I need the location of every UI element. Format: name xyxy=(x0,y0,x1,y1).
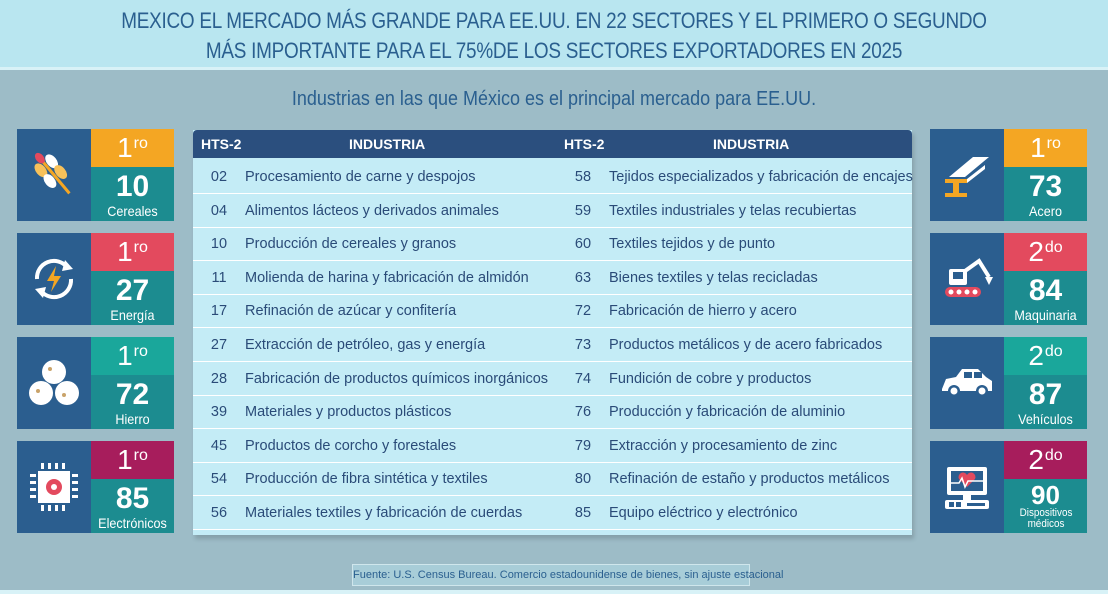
industry-name: Fabricación de productos químicos inorgánicos xyxy=(245,370,549,387)
sector-label: Electrónicos xyxy=(98,515,167,531)
rank-badge: $1^{ro}$ xyxy=(91,441,174,479)
industry-name: Fabricación de hierro y acero xyxy=(609,303,797,320)
table-row xyxy=(193,228,912,261)
table-row xyxy=(193,195,912,228)
title-line-1: MEXICO EL MERCADO MÁS GRANDE PARA EE.UU. EN 22 SECTORES Y EL PRIMERO O SEGUNDO xyxy=(121,8,987,33)
hts-number: 90 xyxy=(1031,480,1060,510)
hts-box xyxy=(1004,167,1087,221)
header-hts-2: HTS-2 xyxy=(564,136,605,152)
hts-code: 60 xyxy=(574,236,592,253)
industry-name: Procesamiento de carne y despojos xyxy=(245,169,476,185)
hts-box xyxy=(1004,375,1087,429)
chip-icon xyxy=(17,441,91,533)
hts-code: 02 xyxy=(210,169,228,185)
rank-badge: $1^{ro}$ xyxy=(91,337,174,375)
hts-number: 73 xyxy=(1028,170,1063,203)
subtitle: Industrias en las que México es el principal mercado para EE.UU. xyxy=(291,88,817,110)
table-row xyxy=(193,396,912,429)
table-header xyxy=(193,130,912,158)
hts-code: 79 xyxy=(574,437,592,454)
industry-name: Producción de fibra sintética y textiles xyxy=(245,471,488,488)
hts-number: 27 xyxy=(115,274,150,307)
sector-label: Dispositivos médicos xyxy=(1019,507,1072,530)
wheat-icon xyxy=(17,129,91,221)
industry-name: Alimentos lácteos y derivados animales xyxy=(245,202,499,219)
industry-name: Refinación de estaño y productos metálicos xyxy=(609,471,890,488)
hts-box xyxy=(91,479,174,533)
car-icon xyxy=(930,337,1004,429)
industry-name: Extracción y procesamiento de zinc xyxy=(609,437,838,454)
energy-icon xyxy=(17,233,91,325)
sector-label: Cereales xyxy=(107,203,158,219)
industry-name: Textiles industriales y telas recubiertas xyxy=(609,202,857,219)
hts-code: 74 xyxy=(574,370,592,387)
hts-code: 28 xyxy=(210,370,228,387)
industry-name: Fundición de cobre y productos xyxy=(609,370,812,387)
hts-code: 45 xyxy=(210,437,228,454)
card-dispositivos-medicos xyxy=(930,441,1087,533)
hts-box xyxy=(91,271,174,325)
hts-box xyxy=(1004,479,1087,533)
hts-number: 85 xyxy=(115,482,150,515)
industry-name: Tejidos especializados y fabricación de encajes xyxy=(609,169,913,185)
header-industria-1: INDUSTRIA xyxy=(349,136,426,152)
industry-name: Materiales textiles y fabricación de cuerdas xyxy=(245,505,523,521)
hts-box xyxy=(91,375,174,429)
title-banner xyxy=(0,0,1108,70)
card-energia xyxy=(17,233,174,325)
industry-name: Refinación de azúcar y confitería xyxy=(245,303,457,320)
industry-name: Textiles tejidos y de punto xyxy=(609,236,776,253)
table-row xyxy=(193,295,912,328)
table-row xyxy=(193,497,912,530)
header-industria-2: INDUSTRIA xyxy=(713,136,790,152)
table-row xyxy=(193,463,912,496)
rank-badge: $1^{ro}$ xyxy=(91,129,174,167)
iron-pellets-icon xyxy=(17,337,91,429)
industry-name: Materiales y productos plásticos xyxy=(245,404,452,421)
industry-name: Producción de cereales y granos xyxy=(245,236,457,253)
sector-label: Vehículos xyxy=(1018,411,1073,427)
industry-name: Bienes textiles y telas recicladas xyxy=(609,269,818,286)
rank-badge: $2^{do}$ xyxy=(1004,441,1087,479)
hts-code: 54 xyxy=(210,471,228,488)
bottom-divider xyxy=(0,590,1108,594)
hts-code: 39 xyxy=(210,404,228,421)
hts-code: 56 xyxy=(210,505,228,521)
rank-badge: $1^{ro}$ xyxy=(1004,129,1087,167)
sector-label: Hierro xyxy=(115,411,150,427)
hts-code: 11 xyxy=(211,269,227,286)
table-row xyxy=(193,430,912,463)
hts-code: 72 xyxy=(574,303,592,320)
hts-code: 73 xyxy=(574,337,592,353)
header-hts-1: HTS-2 xyxy=(201,136,242,152)
hts-number: 87 xyxy=(1028,378,1063,411)
hts-code: 76 xyxy=(574,404,592,421)
hts-code: 58 xyxy=(574,169,592,185)
table-row xyxy=(193,363,912,396)
medical-monitor-icon xyxy=(930,441,1004,533)
card-acero xyxy=(930,129,1087,221)
hts-code: 27 xyxy=(210,337,228,353)
industry-name: Productos de corcho y forestales xyxy=(245,437,457,454)
card-cereales xyxy=(17,129,174,221)
hts-box xyxy=(1004,271,1087,325)
hts-box xyxy=(91,167,174,221)
hts-code: 59 xyxy=(574,202,592,219)
sector-label: Maquinaria xyxy=(1014,307,1077,323)
hts-number: 72 xyxy=(115,378,150,411)
hts-code: 63 xyxy=(574,269,592,286)
industry-name: Extracción de petróleo, gas y energía xyxy=(245,337,486,353)
excavator-icon xyxy=(930,233,1004,325)
hts-number: 10 xyxy=(115,170,150,203)
industry-name: Productos metálicos y de acero fabricados xyxy=(609,337,883,353)
steel-beam-icon xyxy=(930,129,1004,221)
card-maquinaria xyxy=(930,233,1087,325)
hts-code: 04 xyxy=(210,202,228,219)
hts-number: 84 xyxy=(1028,274,1063,307)
hts-code: 85 xyxy=(574,505,592,521)
industry-name: Equipo eléctrico y electrónico xyxy=(609,505,798,521)
rank-badge: $2^{do}$ xyxy=(1004,233,1087,271)
rank-badge: $2^{do}$ xyxy=(1004,337,1087,375)
hts-code: 10 xyxy=(210,236,228,253)
industry-name: Molienda de harina y fabricación de almidón xyxy=(245,269,529,286)
card-hierro xyxy=(17,337,174,429)
hts-code: 80 xyxy=(574,471,592,488)
source-note: Fuente: U.S. Census Bureau. Comercio estadounidense de bienes, sin ajuste estacional xyxy=(352,564,750,586)
hts-code: 17 xyxy=(210,303,228,320)
title-line-2: MÁS IMPORTANTE PARA EL 75%DE LOS SECTORES EXPORTADORES EN 2025 xyxy=(205,38,903,63)
table-row xyxy=(193,161,912,194)
table-row xyxy=(193,329,912,362)
industry-name: Producción y fabricación de aluminio xyxy=(609,404,846,421)
card-vehiculos xyxy=(930,337,1087,429)
sector-label: Energía xyxy=(110,307,155,323)
industries-table xyxy=(193,130,912,535)
table-row xyxy=(193,262,912,295)
sector-label: Acero xyxy=(1029,203,1062,219)
card-electronicos xyxy=(17,441,174,533)
rank-badge: $1^{ro}$ xyxy=(91,233,174,271)
